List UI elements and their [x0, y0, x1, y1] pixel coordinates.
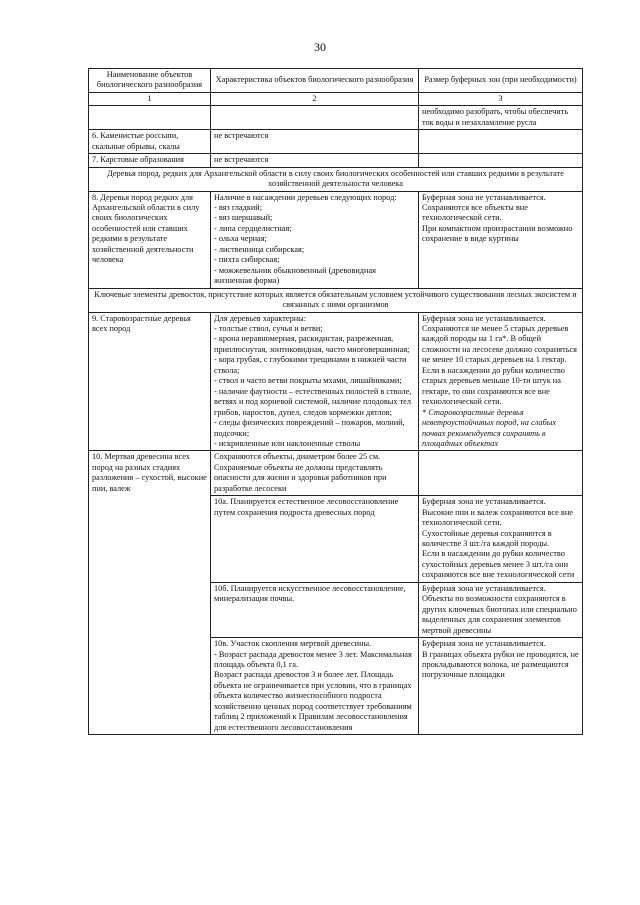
row10a-buffer: Буферная зона не устанавливается. Высокие пни и валеж сохраняются все вне технологической сети. Сухостойные деревья сохраняются в количестве 3 шт./га каждой породы. Если в насаждении до рубки количество сухостойных деревьев менее 3 шт./га они сохраняются все вне технологической сети	[419, 496, 583, 583]
row9-name: 9. Старовозрастные деревья всех пород	[89, 312, 211, 451]
row10-name: 10. Мертвая древесина всех пород на разных стадиях разложения – сухостой, высокие пни, валеж	[89, 451, 211, 735]
row8-desc: Наличие в насаждении деревьев следующих пород: - вяз гладкий; - вяз шершавый; - липа сердцелистная; - ольха черная; - лиственница сибирская; - пихта сибирская; - можжевельник обыкновенный (древовидная жизненная форма)	[211, 191, 419, 288]
row10c-desc: 10в. Участок скопления мертвой древесины. - Возраст распада древостоя менее 3 лет. Максимальная площадь объекта 0,1 га. Возраст распада древостоя 3 и более лет. Площадь объекта не ограничивается при условии, что в границах объекта количество жизнеспособного подроста хозяйственно ценных пород соответствует требованиям таблиц 2 приложений к Правилам лесовосстановления для естественного лесовосстановления	[211, 638, 419, 735]
header-buffer-zones: Размер буферных зон (при необходимости)	[419, 69, 583, 93]
table-header-row	[89, 69, 583, 93]
section2-text: Ключевые элементы древостоя, присутствие которых является обязательным условием устойчивого существования лесных экосистем и связанных с ними организмов	[89, 288, 583, 312]
table-row-10	[89, 451, 583, 496]
row10-general: Сохраняются объекты, диаметром более 25 см. Сохраняемые объекты не должны представлять опасности для жизни и здоровья работников при разработке лесосеки	[211, 451, 419, 496]
row10b-buffer: Буферная зона не устанавливается. Объекты по возможности сохраняются в других ключевых биотопах или специально выделенных для сохранения элементов мертвой древесины	[419, 582, 583, 637]
page-number: 30	[314, 40, 326, 54]
column-number-2: 2	[211, 92, 419, 105]
table-row-6	[89, 130, 583, 154]
row6-name: 6. Каменистые россыпи, скальные обрывы, скалы	[89, 130, 211, 154]
column-number-1: 1	[89, 92, 211, 105]
section1-text: Деревья пород, редких для Архангельской области в силу своих биологических особенностей или ставших редкими в результате хозяйственной деятельности человека	[89, 167, 583, 191]
section-header-rare-trees	[89, 167, 583, 191]
table-row-7	[89, 154, 583, 167]
row7-desc: не встречаются	[211, 154, 419, 167]
row6-desc: не встречаются	[211, 130, 419, 154]
row7-name: 7. Карстовые образования	[89, 154, 211, 167]
row9-desc: Для деревьев характерны: - толстые ствол, сучья и ветви; - крона неравномерная, раскидистая, разреженная, приплюснутая, зонтиковидная, часто многовершинная; - кора грубая, с глубокими трещинами в нижней части ствола; - ствол и часто ветви покрыты мхами, лишайниками; - наличие фаутности – естественных полостей в стволе, ветвях и под корневой системой, наличие плодовых тел грибов, наростов, дупел, следов кормежки дятлов; - следы физических повреждений – пожаров, молний, подсочки; - искривленные или наклоненные стволы	[211, 312, 419, 451]
table-row-9	[89, 312, 583, 451]
continued-buffer-text: необходимо разобрать, чтобы обеспечить ток воды и незахламление русла	[419, 106, 583, 130]
row9-buffer: Буферная зона не устанавливается. Сохраняются не менее 5 старых деревьев каждой породы на 1 га*. В общей сложности на лесосеке должно сохраняться не менее 10 старых деревьев на 1 гектар. Если в насаждении до рубки количество старых деревьев меньше 10-ти штук на гектаре, то они сохраняются все вне технологической сети. * Старовозрастные деревья неветроустойчивых пород, на слабых почвах рекомендуется сохранять в площадных объектах	[419, 312, 583, 451]
column-number-3: 3	[419, 92, 583, 105]
row10c-buffer: Буферная зона не устанавливается. В границах объекта рубки не проводятся, не прокладываются волока, не размещаются погрузочные площадки	[419, 638, 583, 735]
row8-buffer: Буферная зона не устанавливается. Сохраняются все объекты вне технологической сети. При компактном произрастании возможно сохранение в виде куртины	[419, 191, 583, 288]
header-objects: Наименование объектов биологического разнообразия	[89, 69, 211, 93]
table-row-continued	[89, 106, 583, 130]
biodiversity-table	[88, 68, 583, 735]
row10a-desc: 10а. Планируется естественное лесовосстановление путем сохранения подроста древесных пород	[211, 496, 419, 583]
header-characteristics: Характеристика объектов биологического разнообразия	[211, 69, 419, 93]
row9-buffer-footnote: * Старовозрастные деревья неветроустойчивых пород, на слабых почвах рекомендуется сохранять в площадных объектах	[422, 407, 557, 448]
table-number-row	[89, 92, 583, 105]
section-header-key-elements	[89, 288, 583, 312]
row10b-desc: 10б. Планируется искусственное лесовосстановление, минерализация почвы.	[211, 582, 419, 637]
table-row-8	[89, 191, 583, 288]
row8-name: 8. Деревья пород редких для Архангельской области в силу своих биологических особенностей или ставших редкими в результате хозяйственной деятельности человека	[89, 191, 211, 288]
